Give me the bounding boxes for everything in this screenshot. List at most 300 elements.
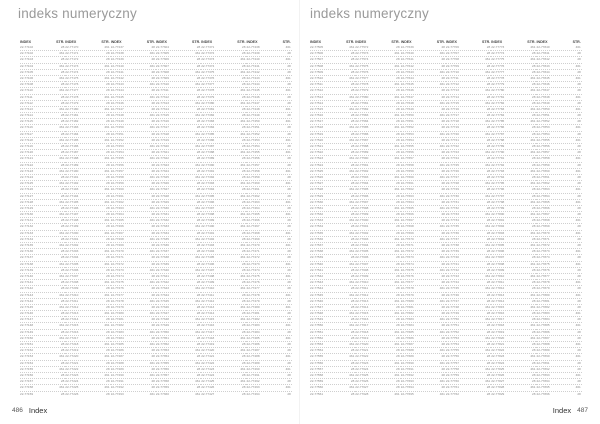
page-ref: 28 bbox=[196, 323, 201, 328]
page-ref: 28 bbox=[242, 385, 246, 390]
page-ref: 28 bbox=[577, 150, 581, 155]
page-ref: 28 bbox=[350, 181, 355, 186]
page-ref: 28 bbox=[60, 193, 65, 198]
index-code: 22-77762 bbox=[445, 391, 459, 396]
index-code: 22-77851 bbox=[536, 113, 550, 118]
index-code: 22-77616 bbox=[355, 317, 369, 322]
index-code: 22-77545 bbox=[310, 292, 324, 297]
index-code: 22-77707 bbox=[445, 51, 459, 56]
page-ref: 461 bbox=[394, 187, 400, 192]
page-header: STR. bbox=[572, 40, 581, 44]
page-ref: 461 bbox=[439, 174, 445, 179]
index-code: 22-77416 bbox=[201, 323, 215, 328]
index-code: 22-77663 bbox=[400, 193, 414, 198]
page-ref: 28 bbox=[577, 255, 581, 260]
page-ref: 28 bbox=[486, 63, 491, 68]
page-ref: 461 bbox=[349, 156, 355, 161]
page-ref: 28 bbox=[60, 391, 65, 396]
page-ref: 461 bbox=[149, 249, 155, 254]
index-code: 22-77279 bbox=[110, 304, 124, 309]
page-ref: 461 bbox=[349, 106, 355, 111]
page-ref: 28 bbox=[106, 286, 110, 291]
index-code: 22-77666 bbox=[400, 212, 414, 217]
index-code: 22-77144 bbox=[20, 298, 34, 303]
index-code: 22-77314 bbox=[155, 106, 169, 111]
index-code: 22-77892 bbox=[536, 366, 550, 371]
index-header: INDEX bbox=[400, 40, 412, 44]
index-code: 22-77680 bbox=[400, 298, 414, 303]
page-ref: 461 bbox=[439, 131, 445, 136]
index-code: 22-77341 bbox=[155, 273, 169, 278]
index-code: 22-77387 bbox=[201, 144, 215, 148]
index-code: 22-77667 bbox=[400, 218, 414, 223]
page-ref: 28 bbox=[60, 131, 65, 136]
index-row bbox=[246, 392, 291, 398]
page-ref: 461 bbox=[59, 323, 65, 328]
page-ref: 28 bbox=[532, 100, 536, 105]
index-code: 22-77311 bbox=[155, 88, 169, 93]
index-code: 22-77446 bbox=[246, 94, 260, 99]
index-code: 22-77857 bbox=[536, 150, 550, 155]
index-code: 22-77321 bbox=[155, 150, 169, 155]
index-column bbox=[111, 40, 156, 397]
index-code: 22-77559 bbox=[310, 379, 324, 384]
page-ref: 28 bbox=[532, 286, 536, 291]
index-code: 22-77546 bbox=[310, 298, 324, 303]
page-ref: 461 bbox=[195, 267, 201, 272]
index-code: 22-77890 bbox=[536, 354, 550, 359]
index-code: 22-77246 bbox=[110, 100, 124, 105]
page-ref: 461 bbox=[240, 243, 246, 247]
index-code: 22-77418 bbox=[201, 335, 215, 340]
index-code: 22-77291 bbox=[110, 379, 124, 384]
index-code: 22-77535 bbox=[310, 230, 324, 235]
page-ref: 28 bbox=[486, 298, 491, 303]
page-ref: 461 bbox=[104, 45, 110, 49]
index-code: 22-77344 bbox=[155, 292, 169, 297]
page-ref: 28 bbox=[532, 51, 536, 56]
page-ref: 28 bbox=[287, 187, 291, 192]
index-code: 22-77452 bbox=[246, 131, 260, 136]
page-ref: 28 bbox=[196, 230, 201, 235]
index-code: 22-77478 bbox=[246, 292, 260, 297]
page-ref: 28 bbox=[242, 156, 246, 161]
index-code: 22-77112 bbox=[20, 100, 33, 105]
index-code: 22-77375 bbox=[201, 69, 215, 74]
page-ref: 28 bbox=[196, 280, 201, 285]
index-code: 22-77480 bbox=[246, 304, 260, 309]
page-ref: 461 bbox=[240, 193, 246, 198]
page-ref: 28 bbox=[577, 267, 581, 272]
index-code: 22-77407 bbox=[201, 267, 215, 272]
page-ref: 28 bbox=[532, 94, 536, 99]
index-code: 22-77345 bbox=[155, 298, 169, 303]
index-code: 22-77728 bbox=[445, 181, 459, 186]
page-ref: 28 bbox=[441, 335, 445, 340]
page-ref: 28 bbox=[532, 342, 536, 346]
page-ref: 28 bbox=[287, 162, 291, 167]
index-code: 22-77455 bbox=[246, 150, 260, 155]
page-ref: 28 bbox=[441, 385, 445, 390]
page-ref: 461 bbox=[530, 150, 536, 155]
index-code: 22-77813 bbox=[491, 292, 505, 297]
page-ref: 28 bbox=[60, 329, 65, 334]
index-code: 22-77118 bbox=[20, 137, 33, 142]
index-code: 22-77896 bbox=[536, 391, 550, 396]
page-ref: 461 bbox=[439, 286, 445, 291]
index-code: 22-77268 bbox=[110, 236, 124, 241]
page-ref: 461 bbox=[394, 125, 400, 130]
page-ref: 461 bbox=[439, 144, 445, 148]
page-ref: 28 bbox=[486, 391, 491, 396]
page-ref: 461 bbox=[240, 119, 246, 124]
page-ref: 28 bbox=[532, 113, 536, 118]
page-ref: 28 bbox=[287, 51, 291, 56]
page-ref: 461 bbox=[439, 205, 445, 210]
page-ref: 28 bbox=[106, 51, 110, 56]
page-ref: 28 bbox=[577, 379, 581, 384]
page-ref: 28 bbox=[532, 280, 536, 285]
page-ref: 28 bbox=[196, 335, 201, 340]
index-code: 22-77727 bbox=[445, 174, 459, 179]
page-ref: 28 bbox=[486, 113, 491, 118]
index-code: 22-77689 bbox=[400, 354, 414, 359]
index-code: 22-77199 bbox=[65, 224, 79, 229]
page-ref: 28 bbox=[441, 199, 445, 204]
page-ref: 28 bbox=[151, 181, 155, 186]
index-code: 22-77538 bbox=[310, 249, 324, 254]
page-ref: 28 bbox=[287, 360, 291, 365]
page-ref: 28 bbox=[350, 82, 355, 87]
page-ref: 28 bbox=[577, 205, 581, 210]
index-code: 22-77618 bbox=[355, 329, 369, 334]
page-ref: 28 bbox=[396, 230, 400, 235]
index-code: 22-77679 bbox=[400, 292, 414, 297]
page-ref: 28 bbox=[287, 280, 291, 285]
page-ref: 28 bbox=[532, 125, 536, 130]
index-code: 22-77586 bbox=[355, 131, 369, 136]
index-code: 22-77113 bbox=[20, 106, 33, 111]
page-ref: 28 bbox=[106, 304, 110, 309]
page-ref: 28 bbox=[486, 75, 491, 80]
page-ref: 461 bbox=[59, 335, 65, 340]
page-ref: 28 bbox=[486, 236, 491, 241]
page-ref: 461 bbox=[530, 273, 536, 278]
page-ref: 28 bbox=[532, 63, 536, 68]
index-code: 22-77644 bbox=[400, 75, 414, 80]
page-ref: 28 bbox=[151, 385, 155, 390]
page-ref: 461 bbox=[285, 137, 291, 142]
page-ref: 28 bbox=[242, 360, 246, 365]
index-code: 22-77334 bbox=[155, 230, 169, 235]
page-ref: 28 bbox=[60, 280, 65, 285]
page-ref: 28 bbox=[532, 317, 536, 322]
index-code: 22-77342 bbox=[155, 280, 169, 285]
page-ref: 28 bbox=[532, 236, 536, 241]
page-ref: 28 bbox=[151, 119, 155, 124]
index-code: 22-77510 bbox=[310, 75, 324, 80]
page-ref: 28 bbox=[242, 113, 246, 118]
index-code: 22-77784 bbox=[491, 113, 505, 118]
index-code: 22-77506 bbox=[310, 51, 324, 56]
page-ref: 461 bbox=[149, 298, 155, 303]
page-ref: 461 bbox=[575, 168, 581, 173]
index-code: 22-77194 bbox=[65, 193, 79, 198]
index-code: 22-77871 bbox=[536, 236, 550, 241]
page-ref: 28 bbox=[350, 366, 355, 371]
index-code: 22-77259 bbox=[110, 181, 124, 186]
page-ref: 28 bbox=[242, 280, 246, 285]
index-code: 22-77277 bbox=[110, 292, 124, 297]
index-code: 22-77179 bbox=[65, 100, 79, 105]
page-ref: 461 bbox=[394, 249, 400, 254]
page-ref: 461 bbox=[575, 75, 581, 80]
index-code: 22-77737 bbox=[445, 236, 459, 241]
page-ref: 461 bbox=[240, 286, 246, 291]
page-ref: 28 bbox=[577, 69, 581, 74]
page-ref: 28 bbox=[350, 144, 355, 148]
index-code: 22-77841 bbox=[536, 51, 550, 56]
page-ref: 461 bbox=[394, 113, 400, 118]
index-code: 22-77374 bbox=[201, 63, 215, 68]
index-code: 22-77794 bbox=[491, 174, 505, 179]
page-ref: 28 bbox=[486, 199, 491, 204]
page-ref: 28 bbox=[577, 113, 581, 118]
index-code: 22-77537 bbox=[310, 243, 324, 247]
index-code: 22-77859 bbox=[536, 162, 550, 167]
index-code: 22-77758 bbox=[445, 366, 459, 371]
page-ref: 461 bbox=[530, 88, 536, 93]
page-ref: 461 bbox=[530, 45, 536, 49]
page-ref: 28 bbox=[287, 205, 291, 210]
page-ref: 28 bbox=[151, 57, 155, 62]
page-ref: 28 bbox=[196, 292, 201, 297]
index-code: 22-77781 bbox=[491, 94, 505, 99]
index-code: 22-77251 bbox=[110, 131, 124, 136]
page-ref: 28 bbox=[441, 88, 445, 93]
index-code: 22-77313 bbox=[155, 100, 169, 105]
index-code: 22-77741 bbox=[445, 261, 459, 266]
index-code: 22-77792 bbox=[491, 162, 505, 167]
index-code: 22-77811 bbox=[491, 280, 505, 285]
page-ref: 461 bbox=[59, 181, 65, 186]
page-ref: 461 bbox=[104, 137, 110, 142]
page-ref: 28 bbox=[106, 243, 110, 247]
index-code: 22-77678 bbox=[400, 286, 414, 291]
index-code: 22-77306 bbox=[155, 57, 169, 62]
page-ref: 28 bbox=[242, 354, 246, 359]
page-ref: 28 bbox=[196, 75, 201, 80]
index-code: 22-77881 bbox=[536, 298, 550, 303]
index-code: 22-77806 bbox=[491, 249, 505, 254]
index-code: 22-77155 bbox=[20, 366, 34, 371]
page-ref: 461 bbox=[104, 168, 110, 173]
page-ref: 28 bbox=[242, 63, 246, 68]
index-code: 22-77308 bbox=[155, 69, 169, 74]
index-code: 22-77262 bbox=[110, 199, 124, 204]
page-ref: 461 bbox=[349, 311, 355, 316]
index-code: 22-77590 bbox=[355, 156, 369, 161]
page-ref: 461 bbox=[285, 57, 291, 62]
page-ref: 28 bbox=[106, 360, 110, 365]
index-code: 22-77532 bbox=[310, 212, 324, 217]
index-code: 22-77551 bbox=[310, 329, 324, 334]
page-ref: 28 bbox=[151, 379, 155, 384]
index-code: 22-77558 bbox=[310, 372, 324, 377]
index-code: 22-77426 bbox=[201, 385, 215, 390]
index-column bbox=[246, 40, 291, 397]
page-ref: 28 bbox=[441, 75, 445, 80]
index-code: 22-77760 bbox=[445, 379, 459, 384]
index-code: 22-77582 bbox=[355, 106, 369, 111]
index-code: 22-77275 bbox=[110, 280, 124, 285]
page-ref: 28 bbox=[60, 286, 65, 291]
index-code: 22-77149 bbox=[20, 329, 34, 334]
page-ref: 461 bbox=[149, 63, 155, 68]
page-ref: 28 bbox=[577, 304, 581, 309]
page-ref: 28 bbox=[106, 329, 110, 334]
index-code: 22-77398 bbox=[201, 212, 215, 217]
page-ref: 461 bbox=[349, 94, 355, 99]
page-ref: 28 bbox=[287, 113, 291, 118]
page-ref: 28 bbox=[577, 243, 581, 247]
page-ref: 461 bbox=[240, 255, 246, 260]
index-code: 22-77508 bbox=[310, 63, 324, 68]
index-code: 22-77459 bbox=[246, 174, 260, 179]
index-code: 22-77394 bbox=[201, 187, 215, 192]
page-ref: 461 bbox=[439, 379, 445, 384]
page-ref: 28 bbox=[532, 372, 536, 377]
index-code: 22-77332 bbox=[155, 218, 169, 223]
page-ref: 28 bbox=[577, 51, 581, 56]
page-ref: 461 bbox=[349, 45, 355, 49]
page-ref: 28 bbox=[287, 249, 291, 254]
index-code: 22-77516 bbox=[310, 113, 324, 118]
page-ref: 28 bbox=[106, 348, 110, 353]
index-column bbox=[401, 40, 446, 397]
page-ref: 28 bbox=[196, 261, 201, 266]
page-ref: 28 bbox=[350, 298, 355, 303]
index-code: 22-77823 bbox=[491, 354, 505, 359]
page-ref: 28 bbox=[486, 230, 491, 235]
index-code: 22-77804 bbox=[491, 236, 505, 241]
page-ref: 28 bbox=[151, 348, 155, 353]
index-code: 22-77876 bbox=[536, 267, 550, 272]
index-header: INDEX bbox=[491, 40, 503, 44]
page-ref: 28 bbox=[287, 342, 291, 346]
index-code: 22-77740 bbox=[445, 255, 459, 260]
index-code: 22-77439 bbox=[246, 51, 260, 56]
page-ref: 461 bbox=[575, 385, 581, 390]
index-code: 22-77708 bbox=[445, 57, 459, 62]
index-code: 22-77172 bbox=[65, 57, 79, 62]
page-ref: 28 bbox=[486, 51, 491, 56]
index-code: 22-77694 bbox=[400, 385, 414, 390]
index-code: 22-77684 bbox=[400, 323, 414, 328]
index-code: 22-77507 bbox=[310, 57, 324, 62]
index-code: 22-77790 bbox=[491, 150, 505, 155]
index-code: 22-77257 bbox=[110, 168, 124, 173]
page-ref: 28 bbox=[60, 224, 65, 229]
index-code: 22-77357 bbox=[155, 372, 169, 377]
page-ref: 461 bbox=[285, 45, 291, 49]
index-code: 22-77116 bbox=[20, 125, 33, 130]
index-code: 22-77261 bbox=[110, 193, 124, 198]
page-ref: 28 bbox=[287, 348, 291, 353]
index-code: 22-77815 bbox=[491, 304, 505, 309]
index-code: 22-77882 bbox=[536, 304, 550, 309]
page-ref: 461 bbox=[285, 273, 291, 278]
index-code: 22-77481 bbox=[246, 311, 260, 316]
index-code: 22-77377 bbox=[201, 82, 215, 87]
page-ref: 28 bbox=[60, 187, 65, 192]
page-ref: 28 bbox=[106, 162, 110, 167]
index-code: 22-77527 bbox=[310, 181, 324, 186]
index-code: 22-77254 bbox=[110, 150, 124, 155]
page-ref: 28 bbox=[350, 329, 355, 334]
index-code: 22-77417 bbox=[201, 329, 215, 334]
index-code: 22-77424 bbox=[201, 372, 215, 377]
index-code: 22-77153 bbox=[20, 354, 34, 359]
page-ref: 461 bbox=[349, 354, 355, 359]
index-code: 22-77543 bbox=[310, 280, 324, 285]
index-code: 22-77867 bbox=[536, 212, 550, 217]
index-code: 22-77191 bbox=[65, 174, 79, 179]
index-code: 22-77124 bbox=[20, 174, 34, 179]
page-ref: 28 bbox=[196, 45, 201, 49]
index-code: 22-77260 bbox=[110, 187, 124, 192]
page-ref: 461 bbox=[195, 205, 201, 210]
page-ref: 461 bbox=[240, 224, 246, 229]
page-ref: 28 bbox=[196, 106, 201, 111]
page-ref: 28 bbox=[441, 187, 445, 192]
page-ref: 461 bbox=[59, 75, 65, 80]
index-code: 22-77711 bbox=[445, 75, 459, 80]
index-code: 22-77348 bbox=[155, 317, 169, 322]
page-ref: 461 bbox=[59, 63, 65, 68]
index-code: 22-77818 bbox=[491, 323, 505, 328]
page-ref: 28 bbox=[441, 372, 445, 377]
page-ref: 461 bbox=[104, 218, 110, 223]
page-ref: 28 bbox=[486, 106, 491, 111]
page-ref: 461 bbox=[195, 131, 201, 136]
page-footer bbox=[12, 406, 47, 415]
index-code: 22-77524 bbox=[310, 162, 324, 167]
page-ref: 461 bbox=[349, 137, 355, 142]
page-ref: 28 bbox=[242, 187, 246, 192]
page-ref: 461 bbox=[195, 144, 201, 148]
index-code: 22-77333 bbox=[155, 224, 169, 229]
page-header: STR. bbox=[56, 40, 65, 44]
index-code: 22-77776 bbox=[491, 63, 505, 68]
page-ref: 28 bbox=[242, 45, 246, 49]
index-code: 22-77152 bbox=[20, 348, 34, 353]
index-code: 22-77726 bbox=[445, 168, 459, 173]
index-code: 22-77324 bbox=[155, 168, 169, 173]
index-code: 22-77403 bbox=[201, 243, 215, 247]
index-code: 22-77534 bbox=[310, 224, 324, 229]
index-code: 22-77853 bbox=[536, 125, 550, 130]
page-ref: 461 bbox=[530, 243, 536, 247]
index-row bbox=[20, 392, 65, 398]
index-code: 22-77359 bbox=[155, 385, 169, 390]
index-code: 22-77183 bbox=[65, 125, 79, 130]
page-ref: 28 bbox=[151, 212, 155, 217]
index-code: 22-77875 bbox=[536, 261, 550, 266]
index-code: 22-77751 bbox=[445, 323, 459, 328]
page-ref: 28 bbox=[350, 88, 355, 93]
page-ref: 28 bbox=[486, 261, 491, 266]
